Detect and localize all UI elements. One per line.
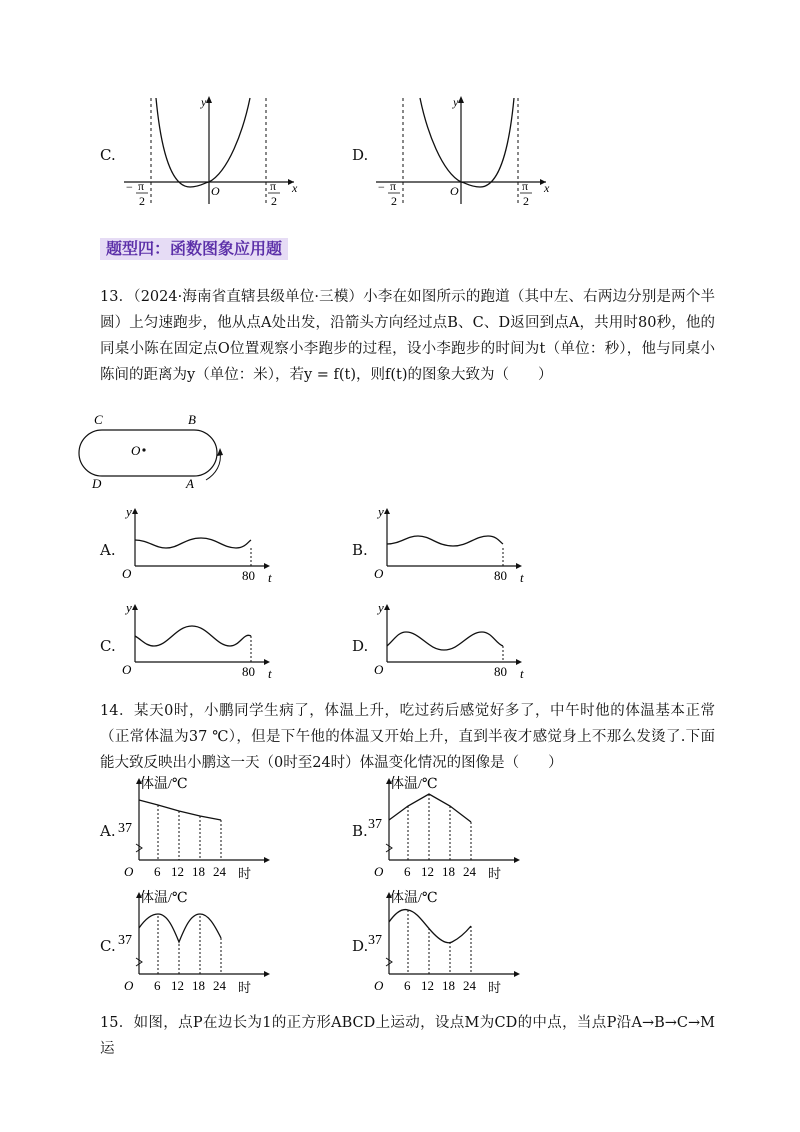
svg-text:37: 37: [368, 933, 382, 948]
svg-text:18: 18: [442, 864, 455, 879]
svg-text:12: 12: [171, 864, 184, 879]
option-d-label: D.: [352, 146, 369, 164]
svg-text:O: O: [374, 864, 384, 879]
two-right: 2: [523, 194, 529, 208]
pi-right: π: [270, 179, 277, 193]
q13-graph-b: [370, 504, 530, 584]
svg-text:O: O: [122, 566, 132, 581]
temp-line-b: [389, 794, 471, 822]
svg-text:6: 6: [404, 978, 411, 993]
svg-text:12: 12: [421, 864, 434, 879]
temp-curve-d: [389, 910, 471, 943]
direction-arrowhead: [217, 448, 223, 456]
x-label: x: [292, 181, 298, 195]
svg-text:80: 80: [494, 568, 507, 583]
question-15-text: 15．如图，点P在边长为1的正方形ABCD上运动，设点M为CD的中点，当点P沿A→B→C→M运: [100, 1015, 715, 1057]
q14-option-a: A.: [100, 822, 116, 840]
svg-text:体温/℃: 体温/℃: [390, 777, 438, 792]
svg-text:37: 37: [118, 933, 132, 948]
q13-track-figure: [74, 408, 244, 488]
svg-text:80: 80: [242, 664, 255, 679]
q14-graph-d: [368, 886, 528, 996]
q13-option-a: A.: [100, 541, 116, 559]
curve-d: [387, 632, 503, 650]
svg-text:时: 时: [488, 980, 502, 995]
section-heading: 题型四：函数图象应用题: [100, 238, 288, 260]
svg-text:80: 80: [494, 664, 507, 679]
svg-text:t: t: [268, 666, 272, 680]
svg-text:体温/℃: 体温/℃: [140, 891, 188, 906]
pi-right: π: [522, 179, 529, 193]
temp-curve-c: [139, 914, 221, 942]
curve-b: [387, 536, 503, 546]
q14-option-b: B.: [352, 822, 368, 840]
svg-text:24: 24: [213, 978, 226, 993]
svg-text:y: y: [378, 504, 384, 519]
curve-c: [135, 626, 251, 646]
pi-left: π: [138, 179, 145, 193]
y-axis-arrow: [206, 96, 212, 103]
q13-option-b: B.: [352, 541, 368, 559]
q14-graph-b: [368, 772, 528, 882]
svg-text:y: y: [126, 600, 132, 615]
svg-text:O: O: [374, 978, 384, 993]
pi-left: π: [390, 179, 397, 193]
svg-text:O: O: [374, 566, 384, 581]
svg-text:y: y: [126, 504, 132, 519]
q12-graph-d: [370, 92, 550, 212]
q14-option-d: D.: [352, 937, 369, 955]
svg-text:6: 6: [404, 864, 411, 879]
svg-text:24: 24: [463, 864, 476, 879]
svg-text:O: O: [124, 864, 134, 879]
label-c: C: [94, 412, 103, 427]
point-o: [142, 448, 145, 451]
svg-text:6: 6: [154, 864, 161, 879]
q12-graph-c: [118, 92, 298, 212]
svg-text:O: O: [124, 978, 134, 993]
svg-text:18: 18: [192, 978, 205, 993]
svg-text:y: y: [378, 600, 384, 615]
label-a: A: [186, 476, 194, 488]
svg-text:t: t: [268, 570, 272, 584]
question-13-text: 13．（2024·海南省直辖县级单位·三模）小李在如图所示的跑道（其中左、右两边分别是两个半圆）上匀速跑步，他从点A处出发，沿箭头方向经过点B、C、D返回到点A，共用时80秒，他的同桌小陈在固定点O位置观察小李跑步的过程，设小李跑步的时间为t（单位：秒），他与同桌小陈间的距离为y（单位：米），若y = f(t)，则f(t)的图象大致为（ ）: [100, 289, 715, 383]
svg-text:37: 37: [368, 817, 382, 832]
y-label: y: [453, 95, 459, 109]
curve-d: [420, 98, 514, 187]
svg-text:时: 时: [238, 980, 252, 995]
q14-option-c: C.: [100, 937, 116, 955]
svg-text:24: 24: [463, 978, 476, 993]
svg-text:O: O: [374, 662, 384, 677]
svg-text:12: 12: [171, 978, 184, 993]
svg-text:t: t: [520, 666, 524, 680]
svg-text:6: 6: [154, 978, 161, 993]
curve-c: [156, 98, 250, 187]
option-c-label: C.: [100, 146, 116, 164]
svg-text:体温/℃: 体温/℃: [140, 777, 188, 792]
svg-text:t: t: [520, 570, 524, 584]
svg-text:体温/℃: 体温/℃: [390, 891, 438, 906]
svg-text:12: 12: [421, 978, 434, 993]
two-right: 2: [271, 194, 277, 208]
q13-option-c: C.: [100, 637, 116, 655]
track-outline: [79, 430, 217, 476]
label-b: B: [188, 412, 196, 427]
y-axis-arrow: [458, 96, 464, 103]
svg-text:O: O: [122, 662, 132, 677]
svg-text:37: 37: [118, 821, 132, 836]
curve-a: [135, 538, 251, 548]
minus-sign: −: [126, 180, 133, 194]
q13-graph-c: [118, 600, 278, 680]
two-left: 2: [139, 194, 145, 208]
origin-label: O: [450, 184, 459, 198]
q13-option-d: D.: [352, 637, 369, 655]
q14-graph-a: [118, 772, 278, 882]
svg-text:24: 24: [213, 864, 226, 879]
q14-graph-c: [118, 886, 278, 996]
label-o: O: [131, 443, 141, 458]
svg-text:时: 时: [488, 866, 502, 881]
q13-graph-d: [370, 600, 530, 680]
question-14-text: 14．某天0时，小鹏同学生病了，体温上升，吃过药后感觉好多了，中午时他的体温基本正常（正常体温为37 ℃），但是下午他的体温又开始上升，直到半夜才感觉身上不那么发烫了.下面能大致反映出小鹏这一天（0时至24时）体温变化情况的图像是（ ）: [100, 703, 715, 771]
temp-line-a: [139, 800, 221, 820]
two-left: 2: [391, 194, 397, 208]
svg-text:18: 18: [442, 978, 455, 993]
svg-text:18: 18: [192, 864, 205, 879]
svg-text:时: 时: [238, 866, 252, 881]
y-label: y: [201, 95, 207, 109]
q13-graph-a: [118, 504, 278, 584]
origin-label: O: [211, 184, 220, 198]
label-d: D: [92, 476, 102, 488]
x-label: x: [544, 181, 550, 195]
minus-sign: −: [378, 180, 385, 194]
svg-text:80: 80: [242, 568, 255, 583]
